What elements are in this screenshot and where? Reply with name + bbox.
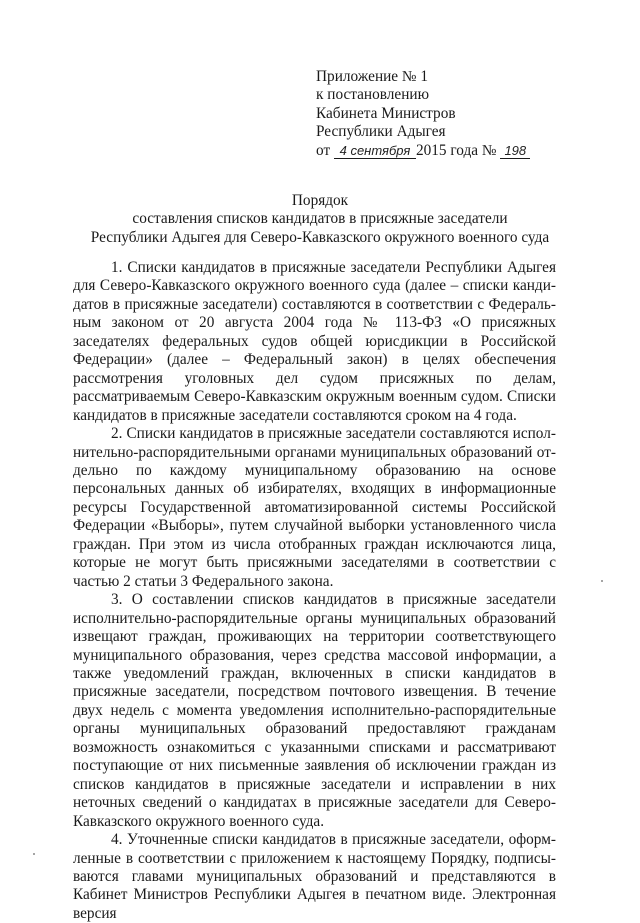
paragraph-2: 2. Списки кандидатов в присяжные заседатели составляются исполнительно-распорядительными органами муниципальных образований отдельно по каждому муниципальному образованию на основе персональных данных об избирателях, входящих в информационные ресурсы Государственной автоматизированной системы Российской Федерации «Выборы», путем случайной выборки установленного числа граждан. При этом из числа отобранных граждан исключаются лица, которые не могут быть присяжными заседателями в соответствии с частью 2 статьи 3 Федерального закона. bbox=[73, 425, 556, 590]
date-prefix: от bbox=[316, 141, 331, 159]
document-body bbox=[73, 259, 556, 923]
appendix-line-republic: Республики Адыгея bbox=[316, 123, 446, 141]
appendix-line-cabinet: Кабинета Министров bbox=[316, 104, 456, 122]
title-subtitle-line1: составления списков кандидатов в присяжные заседатели bbox=[132, 210, 508, 228]
title-subtitle-line2: Республики Адыгея для Северо-Кавказского окружного военного суда bbox=[90, 228, 550, 246]
paragraph-4: 4. Уточненные списки кандидатов в присяжные заседатели, оформленные в соответствии с приложением к настоящему Порядку, подписываются главами муниципальных образований и представляются в Кабинет Министров Республики Адыгея в печатном виде. Электронная версия bbox=[73, 831, 556, 922]
appendix-title: Приложение № 1 bbox=[316, 68, 428, 85]
appendix-block bbox=[316, 68, 576, 160]
appendix-date-line bbox=[316, 142, 576, 160]
paragraph-1: 1. Списки кандидатов в присяжные заседатели Республики Адыгея для Северо-Кавказского окружного военного суда (далее – списки кандидатов в присяжные заседатели) составляются в соответствии с Федеральным законом от 20 августа 2004 года № 113-ФЗ «О присяжных заседателях федеральных судов общей юрисдикции в Российской Федерации» (далее – Федеральный закон) в целях обеспечения рассмотрения уголовных дел судом присяжных по делам, рассматриваемым Северо-Кавказским окружным военным судом. Списки кандидатов в присяжные заседатели составляются сроком на 4 года. bbox=[73, 259, 556, 424]
appendix-line-resolution: к постановлению bbox=[316, 86, 430, 104]
handwritten-date: 4 сентября bbox=[334, 144, 416, 159]
year-text: 2015 года № bbox=[415, 141, 497, 159]
scan-speck bbox=[33, 853, 35, 855]
paragraph-3: 3. О составлении списков кандидатов в присяжные заседатели исполнительно-распорядительные органы муниципальных образований извещают граждан, проживающих на территории соответствующего муниципального образования, через средства массовой информации, а также уведомлений граждан, включенных в списки кандидатов в присяжные заседатели, посредством почтового извещения. В течение двух недель с момента уведомления исполнительно-распорядительные органы муниципальных образований предоставляют гражданам возможность ознакомиться с указанными списками и рассматривают поступающие от них письменные заявления об исключении граждан из списков кандидатов в присяжные заседатели и исправлении в них неточных сведений о кандидатах в присяжные заседатели для Северо-Кавказского окружного военного суда. bbox=[73, 591, 556, 830]
scan-speck bbox=[601, 580, 603, 582]
title-heading: Порядок bbox=[291, 192, 349, 209]
document-title bbox=[40, 192, 600, 247]
handwritten-number: 198 bbox=[500, 144, 530, 159]
